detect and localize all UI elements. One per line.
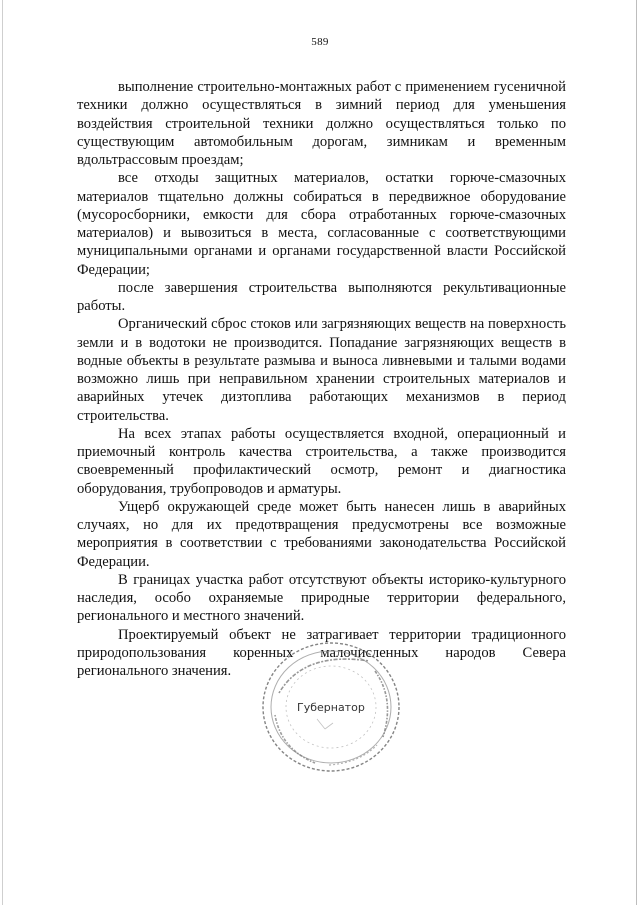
paragraph-environmental-damage: Ущерб окружающей среде может быть нанесен лишь в аварийных случаях, но для их предотвращения предусмотрены все возможные мероприятия в соответствии с требованиями законодательства Российской Федерации. xyxy=(77,498,566,570)
paragraph-waste-collection: все отходы защитных материалов, остатки горюче-смазочных материалов тщательно должны собираться в передвижное оборудование (мусоросборники, емкости для сбора отработанных горюче-смазочных материалов) и вывозиться в места, согласованные с соответствующими муниципальными органами и органами государственной власти Российской Федерации; xyxy=(77,170,566,278)
paragraph-traditional-land-use: Проектируемый объект не затрагивает территории традиционного природопользования коренных малочисленных народов Севера регионального значения. xyxy=(77,626,566,679)
scan-right-edge xyxy=(636,0,637,905)
paragraph-quality-control: На всех этапах работы осуществляется входной, операционный и приемочный контроль качества строительства, а также производится своевременный профилактический осмотр, ремонт и диагностика оборудования, трубопроводов и арматуры. xyxy=(77,425,566,497)
paragraph-cultural-heritage: В границах участка работ отсутствуют объекты историко-культурного наследия, особо охраняемые природные территории федерального, регионального и местного значений. xyxy=(77,571,566,625)
official-seal-stamp xyxy=(259,637,405,777)
paragraph-recultivation: после завершения строительства выполняются рекультивационные работы. xyxy=(77,279,566,314)
document-body xyxy=(77,78,566,680)
paragraph-construction-works: выполнение строительно-монтажных работ с применением гусеничной техники должно осуществляться в зимний период для уменьшения воздействия строительной техники должно осуществляться только по существующим автомобильным дорогам, зимникам и временным вдольтрассовым проездам; xyxy=(77,79,566,168)
scan-left-edge xyxy=(2,0,3,905)
page-number: 589 xyxy=(311,36,329,48)
seal-center-text: Губернатор xyxy=(297,701,365,714)
paragraph-discharge: Органический сброс стоков или загрязняющих веществ на поверхность земли и в водотоки не производится. Попадание загрязняющих веществ в водные объекты в результате размыва и выноса ливневыми и талыми водами возможно лишь при неправильном хранении строительных материалов и аварийных утечек дизтоплива работающих механизмов в период строительства. xyxy=(77,316,566,424)
